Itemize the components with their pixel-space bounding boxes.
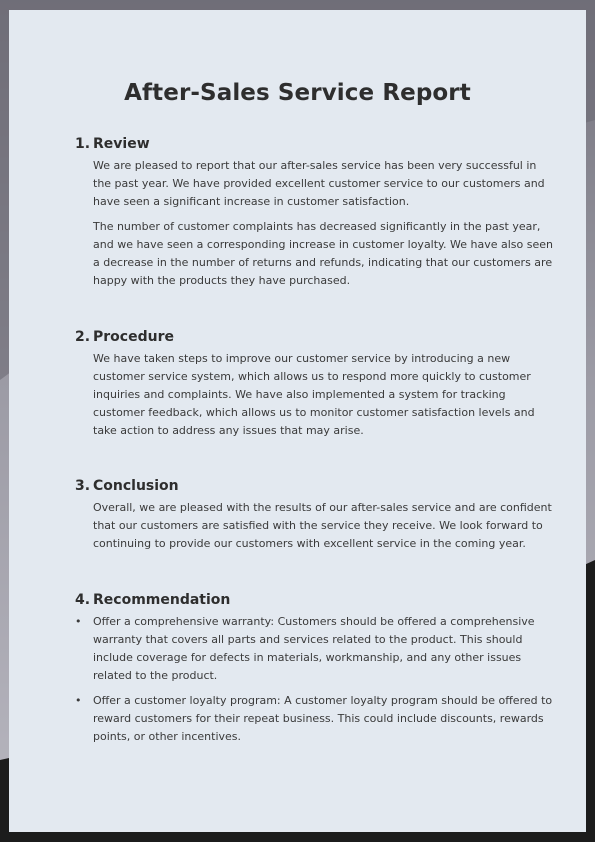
recommendation-list xyxy=(75,613,555,746)
section-number: 4. xyxy=(75,592,91,608)
section-number: 2. xyxy=(75,329,91,345)
section-recommendation xyxy=(75,591,555,753)
list-item-text: Offer a comprehensive warranty: Customers should be offered a comprehensive warranty that covers all parts and services related to the product. This should include coverage for defects in materials, workmanship, and any other issues related to the product. xyxy=(93,615,535,682)
section-heading xyxy=(75,135,555,153)
report-title: After-Sales Service Report xyxy=(124,80,471,106)
section-number: 3. xyxy=(75,478,91,494)
section-heading xyxy=(75,477,555,495)
bullet-icon: • xyxy=(75,694,82,707)
section-title: Recommendation xyxy=(93,592,231,608)
section-heading xyxy=(75,591,555,609)
section-heading xyxy=(75,328,555,346)
section-number: 1. xyxy=(75,136,91,152)
section-title: Conclusion xyxy=(93,478,179,494)
list-item xyxy=(75,613,555,685)
list-item-text: Offer a customer loyalty program: A customer loyalty program should be offered to reward customers for their repeat business. This could include discounts, rewards points, or other incentives. xyxy=(93,694,553,743)
section-procedure xyxy=(75,328,555,447)
section-title: Procedure xyxy=(93,329,174,345)
report-page xyxy=(9,10,586,832)
paragraph: Overall, we are pleased with the results of our after-sales service and are confident that our customers are satisfied with the service they receive. We look forward to continuing to provide our customers with excellent service in the coming year. xyxy=(93,501,552,550)
section-conclusion xyxy=(75,477,555,560)
section-review xyxy=(75,135,555,297)
bullet-icon: • xyxy=(75,615,82,628)
paragraph: The number of customer complaints has decreased significantly in the past year, and we have seen a corresponding increase in customer loyalty. We have also seen a decrease in the number of returns and refunds, indicating that our customers are happy with the products they have purchased. xyxy=(93,220,553,287)
section-title: Review xyxy=(93,136,150,152)
paragraph: We have taken steps to improve our customer service by introducing a new customer service system, which allows us to respond more quickly to customer inquiries and complaints. We have also implemented a system for tracking customer feedback, which allows us to monitor customer satisfaction levels and take action to address any issues that may arise. xyxy=(93,352,535,437)
list-item xyxy=(75,692,555,746)
paragraph: We are pleased to report that our after-sales service has been very successful in the past year. We have provided excellent customer service to our customers and have seen a significant increase in customer satisfaction. xyxy=(93,159,545,208)
